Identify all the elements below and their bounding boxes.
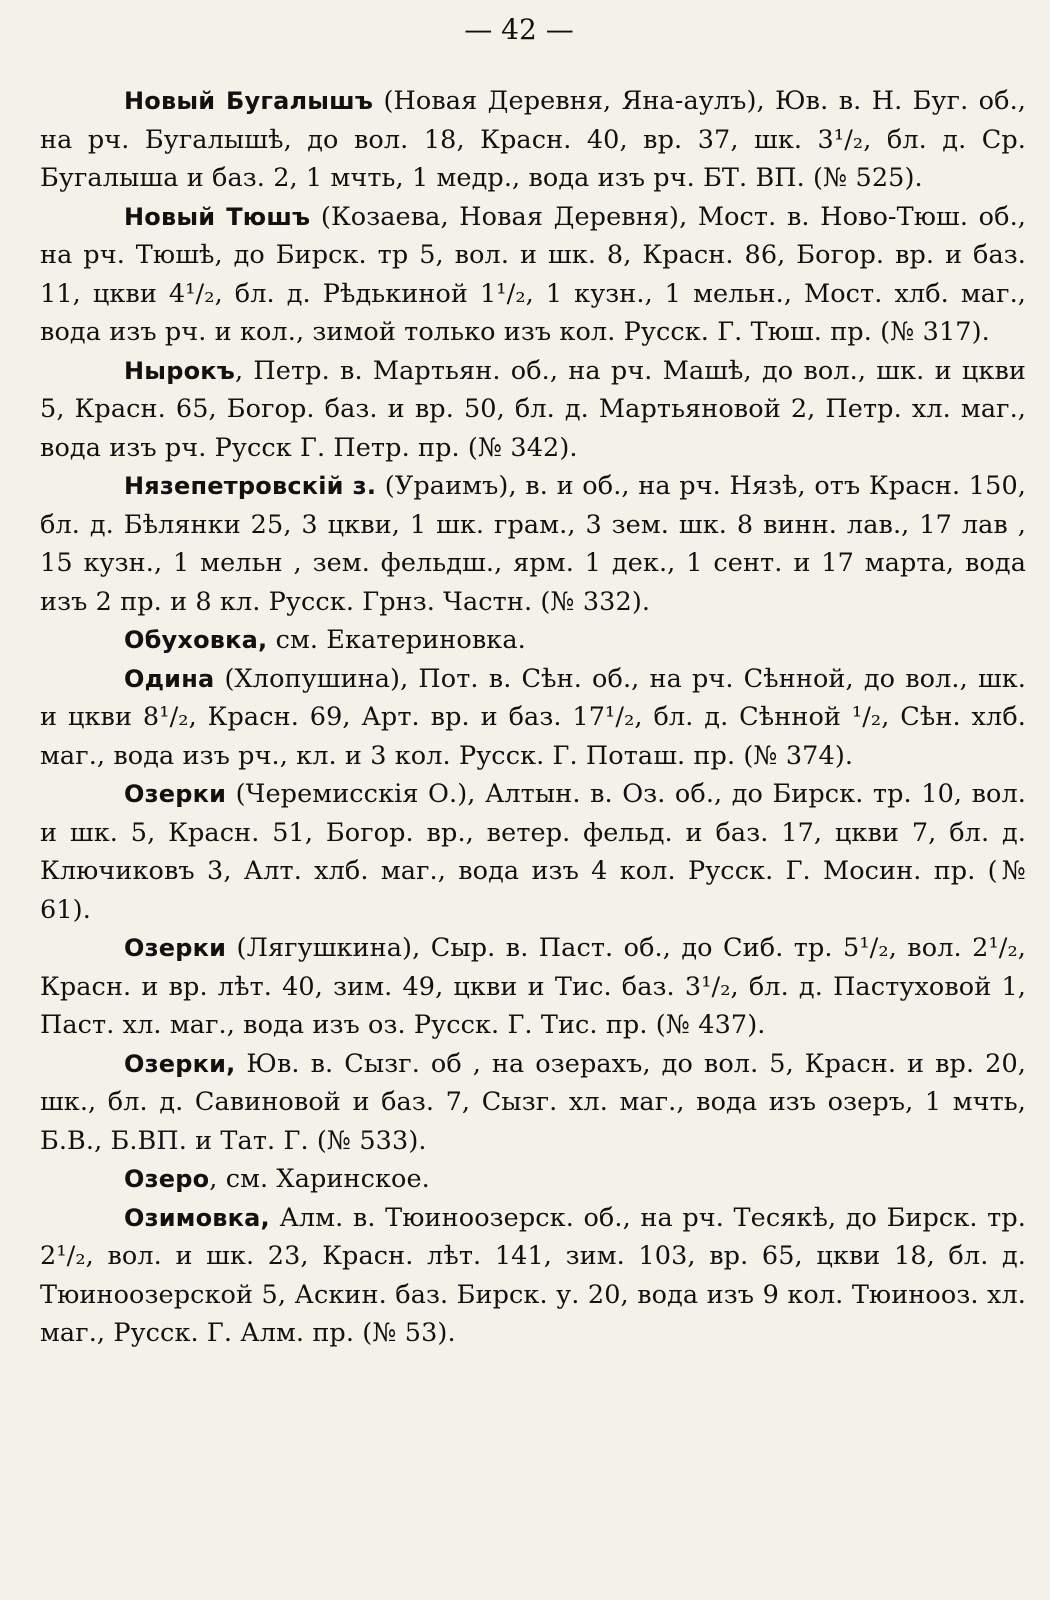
entry [40, 621, 1026, 660]
entry-text: (Хлопушина), Пот. в. Сѣн. об., на рч. Сѣнной, до вол., шк. и цкви 8¹/₂, Красн. 69, Арт. вр. и баз. 17¹/₂, бл. д. Сѣнной ¹/₂, Сѣн. хлб. маг., вода изъ рч., кл. и 3 кол. Русск. Г. Поташ. пр. (№ 374). [40, 663, 1026, 771]
entry-text: (Ураимъ), в. и об., на рч. Нязѣ, отъ Красн. 150, бл. д. Бѣлянки 25, 3 цкви, 1 шк. грам., 3 зем. шк. 8 винн. лав., 17 лав , 15 кузн., 1 мельн , зем. фельдш., ярм. 1 дек., 1 сент. и 17 марта, вода изъ 2 пр. и 8 кл. Русск. Грнз. Частн. (№ 332). [40, 471, 1026, 617]
entry-headword: Озерки [124, 780, 227, 808]
entry [40, 352, 1026, 468]
entry-text: Юв. в. Сызг. об , на озерахъ, до вол. 5, Красн. и вр. 20, шк., бл. д. Савиновой и баз. 7, Сызг. хл. маг., вода изъ озеръ, 1 мчть, Б.В., Б.ВП. и Тат. Г. (№ 533). [40, 1048, 1026, 1156]
entry-headword: Озерки [124, 934, 227, 962]
entry-headword: Озимовка, [124, 1203, 270, 1232]
entry-headword: Одина [124, 664, 215, 693]
entry-text: , см. Харинское. [209, 1164, 430, 1194]
entry [40, 660, 1026, 776]
entry-text: Алм. в. Тюиноозерск. об., на рч. Тесякѣ, до Бирск. тр. 2¹/₂, вол. и шк. 23, Красн. лѣт. 141, зим. 103, вр. 65, цкви 18, бл. д. Тюиноозерской 5, Аскин. баз. Бирск. у. 20, вода изъ 9 кол. Тюиноoз. хл. маг., Русск. Г. Алм. пр. (№ 53). [40, 1202, 1026, 1348]
entry-headword: Новый Тюшъ [124, 202, 311, 231]
entry-headword: Нырокъ [124, 356, 235, 385]
entry [40, 467, 1026, 621]
entry-headword: Озерки, [124, 1049, 236, 1078]
entry [40, 82, 1026, 198]
entry [40, 1160, 1026, 1199]
entry-headword: Новый Бугалышъ [124, 87, 374, 115]
entry-headword: Озеро [124, 1165, 210, 1193]
entry-text: , Петр. в. Мартьян. об., на рч. Машѣ, до вол., шк. и цкви 5, Красн. 65, Богор. баз. и вр. 50, бл. д. Мартьяновой 2, Петр. хл. маг., вода изъ рч. Русск Г. Петр. пр. (№ 342). [40, 355, 1026, 463]
entry-headword: Обуховка, [124, 626, 268, 654]
entry-headword: Нязепетровскій з. [124, 472, 377, 500]
entry [40, 929, 1026, 1045]
entry-text: (Козаева, Новая Деревня), Мост. в. Ново-Тюш. об., на рч. Тюшѣ, до Бирск. тр 5, вол. и шк. 8, Красн. 86, Богор. вр. и баз. 11, цкви 4¹/₂, бл. д. Рѣдькиной 1¹/₂, 1 кузн., 1 мельн., Мост. хлб. маг., вода изъ рч. и кол., зимой только изъ кол. Русск. Г. Тюш. пр. (№ 317). [40, 201, 1026, 347]
entry [40, 198, 1026, 352]
entry-text: (Лягушкина), Сыр. в. Паст. об., до Сиб. тр. 5¹/₂, вол. 2¹/₂, Красн. и вр. лѣт. 40, зим. 49, цкви и Тис. баз. 3¹/₂, бл. д. Пастуховой 1, Паст. хл. маг., вода изъ оз. Русск. Г. Тис. пр. (№ 437). [40, 933, 1026, 1040]
entry [40, 1199, 1026, 1353]
entry [40, 775, 1026, 929]
page-number: — 42 — [464, 13, 574, 46]
entry-text: см. Екатериновка. [267, 625, 526, 655]
entry-text: (Новая Деревня, Яна-аулъ), Юв. в. Н. Буг. об., на рч. Бугалышѣ, до вол. 18, Красн. 40, вр. 37, шк. 3¹/₂, бл. д. Ср. Бугалыша и баз. 2, 1 мчть, 1 медр., вода изъ рч. БТ. ВП. (№ 525). [40, 86, 1026, 193]
entries-list [40, 82, 1026, 1353]
entry [40, 1045, 1026, 1161]
entry-text: (Черемисскія О.), Алтын. в. Оз. об., до Бирск. тр. 10, вол. и шк. 5, Красн. 51, Богор. вр., ветер. фельд. и баз. 17, цкви 7, бл. д. Ключиковъ 3, Алт. хлб. маг., вода изъ 4 кол. Русск. Г. Мосин. пр. (№ 61). [40, 779, 1026, 925]
